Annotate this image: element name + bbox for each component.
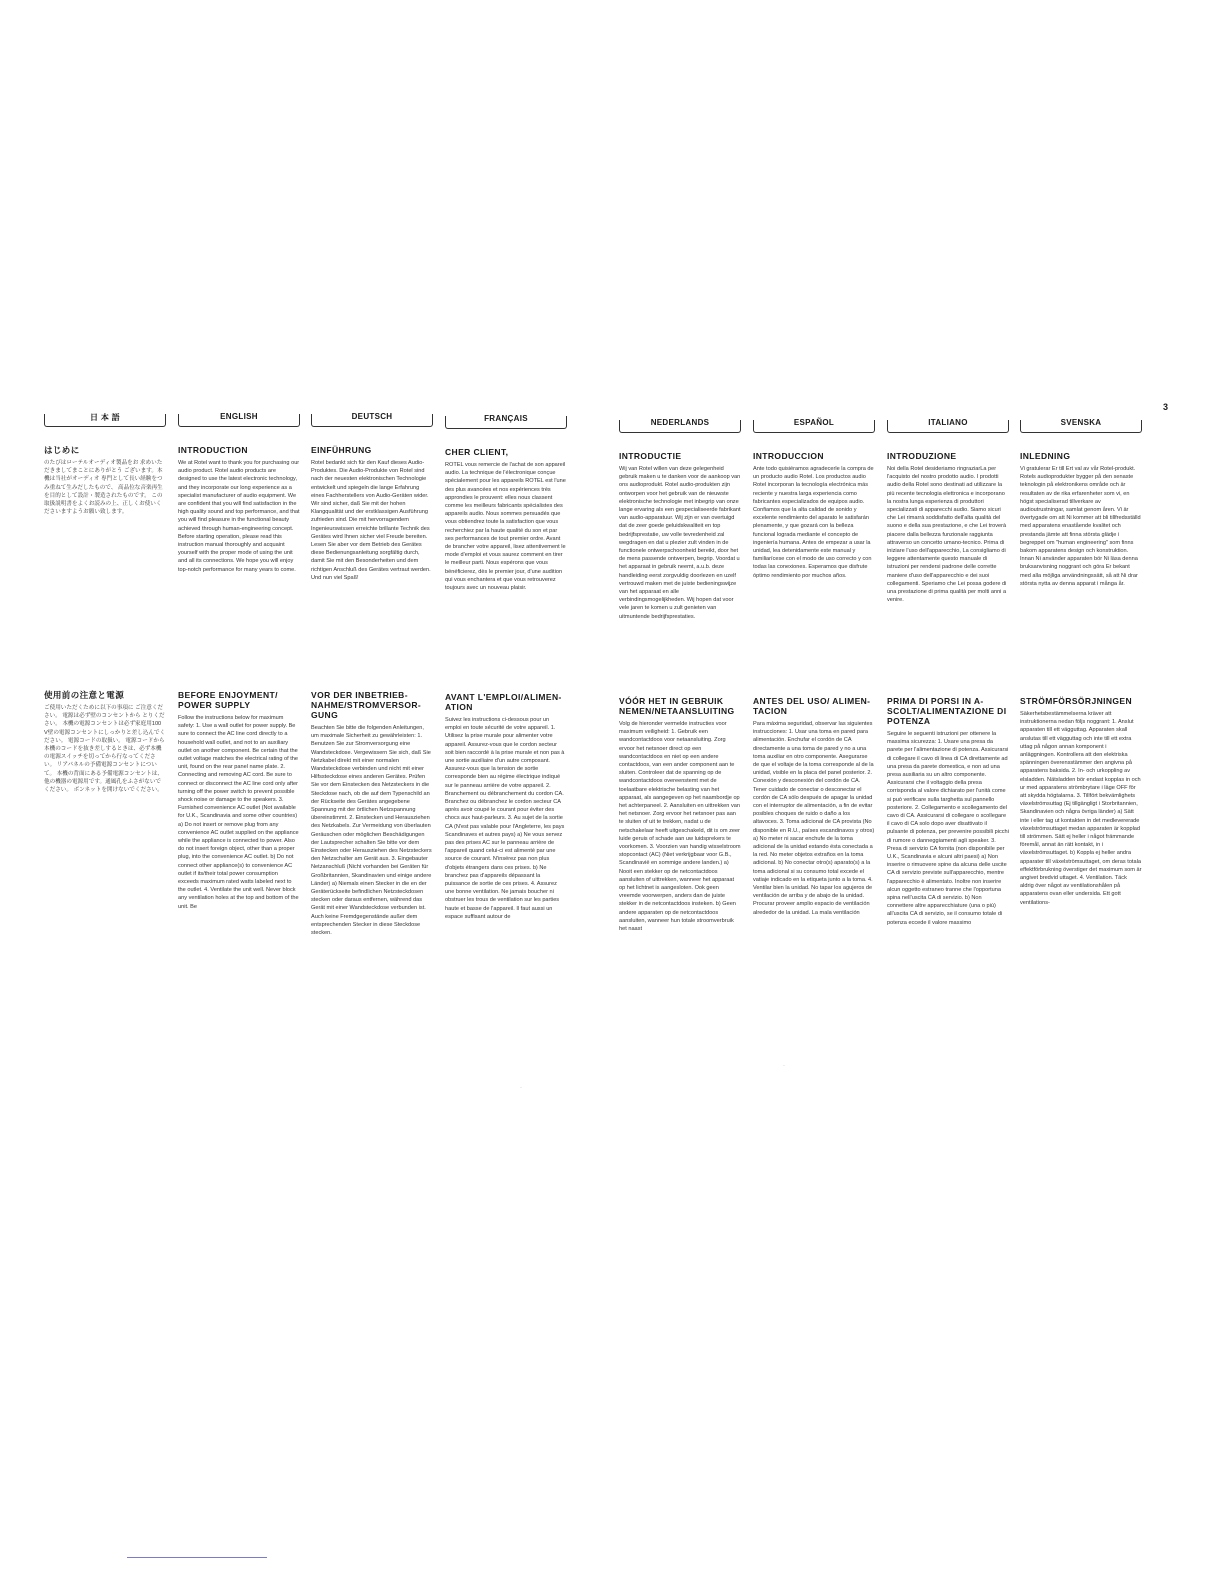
divider-line — [127, 1557, 267, 1558]
intro-title: EINFÜHRUNG — [311, 445, 372, 455]
intro-title: INTRODUZIONE — [887, 451, 957, 461]
language-tab-nederlands[interactable] — [619, 414, 741, 434]
language-tab-label: 日 本 語 — [90, 413, 120, 422]
safety-title: ANTES DEL USO/ ALIMEN-TACION — [753, 696, 871, 716]
intro-text: Ante todo quisiéramos agradecerle la compra de un producto audio Rotel. Los productos audio Rotel incorporan la tecnología electrónica más reciente y nuestra larga experiencia como fabricantes especializados de equipos audio. Confiamos que la alta calidad de sonido y excelente rendimiento del aparato le satisfarán plenamente, y que gozará con la belleza funcional lograda mediante el concepto de ingeniería humana. Antes de empezar a usar la unidad, lea detenidamente este manual y familiarícese con el modo de uso correcto y con todas las conexiones. Esperamos que disfrute óptimo rendimiento por muchos años. — [753, 466, 874, 579]
language-column-svenska — [1020, 414, 1142, 1056]
language-column-italiano — [887, 414, 1009, 1056]
safety-text: Para máxima seguridad, observar las siguientes instrucciones: 1. Usar una toma en pared para alimentación. Enchufar el cordón de CA directamente a una toma de pared y no a una toma auxiliar en otro componente. Asegurarse de que el voltaje de la toma corresponde al de la unidad, visible en la placa del panel posterior. 2. Conexión y desconexión del cordón de CA. Tener cuidado de conectar o desconectar el cordón de CA sólo después de apagar la unidad con el interruptor de alimentación, a fin de evitar posibles choques de ruido o daño a los altavoces. 3. Toma adicional de CA provista (No disponible en R.U., países escandinavos y otros) a) No meter ni sacar enchufe de la toma adicional de la unidad estando ésta conectada a la red. No meter objetos extraños en la toma adicional. b) No conectar otro(s) aparato(s) a la toma adicional si su consumo total excede el vatiaje indicado en la etiqueta junto a la toma. 4. Ventilar bien la unidad. No tapar los agujeros de ventilación de arriba y de abajo de la unidad. Procurar proveer amplio espacio de ventilación alrededor de la unidad. La mala ventilación — [753, 721, 875, 916]
intro-text: のたびはローテルオーディオ製品をお 求めいただきましてまことにありがとう ございます。本機は当社がオーディオ 専門として長い経験をつみ重ねて生みだしたもので、 高品位な音楽再生を目的として設計・製造されたものです。 この取扱説明書をよくお読みの上、正しくお使いくださいますようお願い致します。 — [44, 460, 163, 516]
intro-title: INTRODUCTION — [178, 445, 248, 455]
language-column-japanese — [44, 408, 166, 1050]
intro-text: Noi della Rotel desideriamo ringraziarLa per l'acquisto del nostro prodotto audio. I prodotti audio della Rotel sono destinati ad utilizzare la più recente tecnologia elettronica e incorporano la nostra lunga esperienza di produttori specializzati di apparecchi audio. Siamo sicuri che Lei rimarrà soddisfatto dell'alta qualità del suono e della sua prestazione, e che Lei troverà piacere dalla bellezza funzionale raggiunta attraverso un concetto umano-tecnico. Prima di iniziare l'uso dell'apparecchio, La consigliamo di leggere attentamente questo manuale di istruzioni per rendersi padrone delle corrette maniere d'uso dell'apparecchio e dei suoi collegamenti. Speriamo che Lei possa godere di una prestazione di prima qualità per molti anni a venire. — [887, 466, 1007, 604]
intro-title: はじめに — [44, 445, 80, 455]
language-tab-label: ESPAÑOL — [793, 418, 835, 427]
safety-text: Beachten Sie bitte die folgenden Anleitungen, um maximale Sicherheit zu gewährleisten: 1. Benutzen Sie zur Stromversorgung eine Wandsteckdose. Vergewissern Sie sich, daß Sie Netzkabel direkt mit einer normalen Wandsteckdose verbinden und nicht mit einer Hilfssteckdose eines anderen Gerätes. Prüfen Sie vor dem Einstecken des Netzsteckers in die Steckdose nach, ob die auf dem Typenschild an der Rückseite des Gerätes angegebene Spannung mit der örtlichen Netzspannung übereinstimmt. 2. Einstecken und Herausziehen des Netzkabels. Zur Vermeidung von überlauten Geräuschen oder möglichen Beschädigungen der Lautsprecher schalten Sie bitte vor dem Einstecken oder Herausziehen des Netzsteckers den Netzschalter am Gerät aus. 3. Eingebauter Netzanschluß (Nicht vorhanden bei Geräten für Großbritannien, Skandinavien und einige andere Länder) a) Niemals einen Stecker in die en der Geräterückseite befindlichen Netzsteckdosen stecken oder daraus entfernen, während das Gerät mit einer Wandsteckdose verbunden ist. Auch keine Fremdgegenstände außer dem entsprechenden Stecker in diese Steckdose stecken. — [311, 725, 432, 937]
safety-title: BEFORE ENJOYMENT/ POWER SUPPLY — [178, 690, 278, 710]
safety-text: Suivez les instructions ci-dessous pour un emploi en toute sécurité de votre appareil. 1. Utilisez la prise murale pour alimenter votre appareil. Assurez-vous que le cordon secteur soit bien raccordé à la prise murale et non pas à une sortie auxiliaire d'un autre composant. Assurez-vous que la tension de sortie corresponde bien au régime électrique indiqué sur le panneau arrière de votre appareil. 2. Branchement ou débranchement du cordon CA. Branchez ou débranchez le cordon secteur CA après avoir coupé le courant pour éviter des chocs aux haut-parleurs. 3. Au sujet de la sortie CA (N'est pas valable pour l'Angleterre, les pays Scandinaves et autres pays) a) Ne vous servez pas des prises AC sur le panneau arrière de l'appareil quand celui-ci est alimenté par une source de courant. N'insérez pas non plus d'objets étrangers dans ces prises. b) Ne branchez pas d'appareils dépassant la puissance de sortie de ces prises. 4. Assurez une bonne ventilation. Ne jamais boucher ni obstruer les trous de ventilation sur les parties haute et basse de l'appareil. Il faut aussi un espace suffisant autour de — [445, 717, 565, 920]
intro-text: Wij van Rotel willen van deze gelegenheid gebruik maken u te danken voor de aankoop van ons audioprodukt. Rotel audio-produkten zijn ontworpen voor het gebruik van de nieuwste elektronische technologie met inbegrip van onze lange ervaring als een gespecialiseerde fabrikant van audio-apparatuur. Wij zijn er van overtuigd dat de zeer goede geluidskwaliteit en top bedrijfsprestatie, uw volle tevredenheid zal wegdragen en dat u plezier zult vinden in de functionele ontwerpschoonheid bereikt, door het de mens passende ontwerpen, begrip. Voordat u het apparaat in gebruik neemt, a.u.b. deze handleiding eerst zorgvuldig doorlezen en uzelf vertrouwd maken met de juiste bedieningswijze van het apparaat en alle verbindingsmogelijkheden. Wij hopen dat voor vele jaren te komen u zult genieten van uitmuntende bedrijfsprestaties. — [619, 466, 741, 620]
language-tab-francais[interactable] — [445, 410, 567, 430]
language-tab-svenska[interactable] — [1020, 414, 1142, 434]
scan-speck: · — [520, 1085, 522, 1091]
language-column-deutsch — [311, 408, 433, 1050]
language-tab-english[interactable] — [178, 408, 300, 428]
language-tab-italiano[interactable] — [887, 414, 1009, 434]
intro-text: Rotel bedankt sich für den Kauf dieses Audio-Produktes. Die Audio-Produkte von Rotel sind nach der neuesten elektronischen Technologie entwickelt und spiegeln die lange Erfahrung eines Fachherstellers von Audio-Geräten wider. Wir sind sicher, daß Sie mit der hohen Klangqualität und der erstklassigen Ausführung zufrieden sind. Die mit hervorragendem Ingenieurswissen erreichte brillante Technik des Gerätes wird Ihnen sicher viel Freude bereiten. Lesen Sie aber vor dem Betrieb des Gerätes diese Bedienungsanleitung sorgfältig durch, damit Sie mit den Besonderheiten und dem richtigen Anschluß des Gerätes vertraut werden. Und nun viel Spaß! — [311, 460, 431, 581]
safety-text: ご使用いただくために以下の事項に ご注意ください。 電源は必ず壁のコンセントから とりください。 本機の電源コンセントは必ず家庭用100 V壁の電源コンセントにしっかりと差し込んでください。 電源コードの取扱い。 電源コードから本機のコードを抜き差しするときは、必ず本機の電源スイッチを切ってから行なってください。 リアパネルの予備電源コンセントについて。 本機の背面にある予備電源コンセントは、他の機器の電源用です。通風孔をふさがないでください。 ボンネットを開けないでください。 — [44, 705, 166, 794]
language-tab-japanese[interactable] — [44, 408, 166, 428]
language-column-francais — [445, 410, 567, 1052]
language-tab-label: NEDERLANDS — [650, 418, 710, 427]
language-tab-label: ENGLISH — [220, 412, 258, 421]
safety-title: 使用前の注意と電源 — [44, 690, 125, 700]
language-tab-label: SVENSKA — [1060, 418, 1102, 427]
language-tab-label: ITALIANO — [928, 418, 968, 427]
safety-title: AVANT L'EMPLOI/ALIMEN-ATION — [445, 692, 562, 712]
safety-title: PRIMA DI PORSI IN A-SCOLT/ALIMENTAZIONE DI POTENZA — [887, 696, 1007, 726]
safety-title: STRÖMFÖRSÖRJNINGEN — [1020, 696, 1133, 706]
intro-text: Vi gratulerar Er till Ert val av vår Rotel-produkt. Rotels audioprodukter bygger på den senaste teknologin på elektronikens område och är resultaten av de rika erfarenheter som vi, en högst specialiserad tillverkare av audioutrustningar, samlat genom åren. Vi är övertygade om att Ni kommer att bli tillfredsställd med apparatens enastående kvalitet och prestanda jämte att finna största glädje i begreppet om "human engineering" som finns bakom apparatens design och konstruktion. Innan Ni använder apparaten bör Ni läsa denna bruksanvisning noggrant och göra Er bekant med alla möjliga användningssätt, så att Ni drar största nytta av denna apparat i många år. — [1020, 466, 1141, 587]
page-number: 3 — [1163, 402, 1169, 412]
safety-text: Follow the instructions below for maximum safety: 1. Use a wall outlet for power supply. Be sure to connect the AC line cord directly to a household wall outlet, and not to an auxiliary outlet on another component. Be certain that the outlet voltage matches the electrical rating of the unit, found on the rear panel name plate. 2. Connecting and removing AC cord. Be sure to connect or disconnect the AC line cord only after turning off the power switch to prevent possible shock noise or damage to the speakers. 3. Furnished convenience AC outlet (Not available for U.K., Scandinavia and some other countries) a) Do not insert or remove plug from any convenience AC outlet supplied on the appliance while the appliance is connected to power. Also do not insert foreign object, other than a proper plug, into the convenience AC outlet. b) Do not connect other appliance(s) to convenience AC outlet if its/their total power consumption exceeds maximum rated watts labeled next to the outlet. 4. Ventilate the unit well. Never block any ventilation holes at the top and bottom of the unit. Be — [178, 715, 299, 910]
language-tab-label: DEUTSCH — [351, 412, 393, 421]
language-tab-deutsch[interactable] — [311, 408, 433, 428]
intro-text: ROTEL vous remercie de l'achat de son appareil audio. La technique de l'électronique conçue spécialement pour les appareils ROTEL est l'une des plus avancées et nos expériences très approndies le prouvent: elles nous classent comme les meilleurs fabricants spécialistes des appareils audio. Nous sommes persuadés que vous obtiendrez toute la satisfaction que vous recherchiez par la haute qualité du son et par ses performances de tout premier ordre. Avant de brancher votre appareil, lisez attentivement le mode d'emploi et vous saurez comment en tirer le meilleur parti. Nous espérons que vous bénéficierez, dès le premier jour, d'une audition qui vous enchantera et que vous retrouverez toujours avec un nouveau plaisir. — [445, 462, 566, 592]
language-tab-label: FRANÇAIS — [484, 414, 528, 423]
language-tab-espanol[interactable] — [753, 414, 875, 434]
language-column-english — [178, 408, 300, 1050]
intro-title: INTRODUCTIE — [619, 451, 682, 461]
safety-text: Volg de hieronder vermelde instructies voor maximum veiligheid: 1. Gebruik een wandcontactdoos voor netaansluiting. Zorg ervoor het netsnoer direct op een wandcontactdoos en niet op een andere contactdoos, van een ander component aan te sluiten. Controleer dat de spanning op de wandcontactdoos overeenstemt met de toelaatbare elektrische belasting van het apparaat, als aangegeven op het naambordje op het achterpaneel. 2. Aansluiten en uittrekken van het netsnoer. Zorg ervoor het netsnoer pas aan te sluiten of uit te trekken, nadat u de netschakelaar heeft uitgeschakeld, dit is om zeer luide geruis of schade aan uw luidsprekers te voorkomen. 3. Voorzien van handig wisselstroom stopcontact (AC) (Niet verkrijgbaar voor G.B., Scandinavië en sommige andere landen.) a) Nooit een stekker op de netcontactdoos aansluiten of uittrekken, wanneer het apparaat op het lichtnet is aangesloten. Ook geen vreemde voorwerpen, anders dan de juiste stekker in de netcontactdoos insteken. b) Geen andere apparaten op de netcontactdoos aansluiten, wanneer hun totale stroomverbruik het naast — [619, 721, 741, 933]
scan-speck: · — [783, 1063, 785, 1069]
language-column-nederlands — [619, 414, 741, 1056]
language-column-espanol — [753, 414, 875, 1056]
intro-title: CHER CLIENT, — [445, 447, 509, 457]
safety-text: Seguire le seguenti istruzioni per ottenere la massima sicurezza: 1. Usare una presa da parete per l'alimentazione di potenza. Assicurarsi di collegare il cavo di linea di CA direttamente ad una presa da parete domestica, e non ad una presa ausiliaria su un altro componente. Assicurarsi che il voltaggio della presa corrisponda al valore dichiarato per l'unità come si può verificare sulla targhetta sul pannello posteriore. 2. Collegamento e scollegamento del cavo di CA. Assicurarsi di collegare o scollegare il cavo di CA solo dopo aver disattivato il pulsante di potenza, per prevenire possibili picchi di rumore o danneggiamenti agli speaker. 3. Presa di servizio CA fornita (non disponibile per U.K., Scandinavia e alcuni altri paesi) a) Non inserire o rimuovere spine da alcuna delle uscite CA di servizio previste sull'apparecchio, mentre l'apparecchio è alimentato. Inoltre non inserire alcun oggetto estraneo tranne che l'opportuna spina nell'uscita CA di servizio. b) Non connettere altre apparecchiature (una o più) all'uscita CA di servizio, se il consumo totale di potenza eccede il valore massimo — [887, 731, 1009, 926]
safety-title: VOR DER INBETRIEB-NAHME/STROMVERSOR-GUNG — [311, 690, 422, 720]
intro-text: We at Rotel want to thank you for purchasing our audio product. Rotel audio products are designed to use the latest electronic technology, and they incorporate our long experience as a specialist manufacturer of audio equipment. We are confident that you will find satisfaction in the high quality sound and top performance, and that you will find pleasure in the functional beauty achieved through human-engineering concept. Before starting operation, please read this instruction manual thoroughly and acquaint yourself with the proper mode of using the unit and all its connections. We hope you will enjoy top-notch performance for many years to come. — [178, 460, 300, 573]
intro-title: INTRODUCCION — [753, 451, 824, 461]
intro-title: INLEDNING — [1020, 451, 1071, 461]
safety-text: Säkerhetsbestämmelserna kräver att instruktionerna nedan följs noggrant: 1. Anslut apparaten till ett vägguttag. Apparaten skall anslutas till ett vägguttag och inte till ett extra uttag på någon annan komponent i anläggningen. Kontrollera att den elektriska spänningen överensstämmer den angivna på apparatens baksida. 2. In- och urkoppling av elsladden. Nätsladden bör endast kopplas in och ur med apparatens strömbrytare i läge OFF för att skydda högtalarna. 3. Tillfört bekvämlighets växelströmsuttag (Ej tillgängligt i Storbritannien, Skandinavien och några övriga länder) a) Sätt inte i eller tag ut kontakten in det medlevererade växelströmsuttaget medan apparaten är kopplad till strömmen. Sätt ej heller i något främmande föremål, annat än rätt kontakt, in i växelströmsuttaget. b) Koppla ej heller andra apparater till växelströmsuttaget, om deras totala effektförbrukning överstiger det maximum som är angivet bredvid uttaget. 4. Ventilation. Täck aldrig över något av ventilationshålen på apparatens ovan eller undersida. Ett gott ventilations- — [1020, 711, 1142, 906]
safety-title: VÓÓR HET IN GEBRUIK NEMEN/NETAANSLUITING — [619, 696, 735, 716]
